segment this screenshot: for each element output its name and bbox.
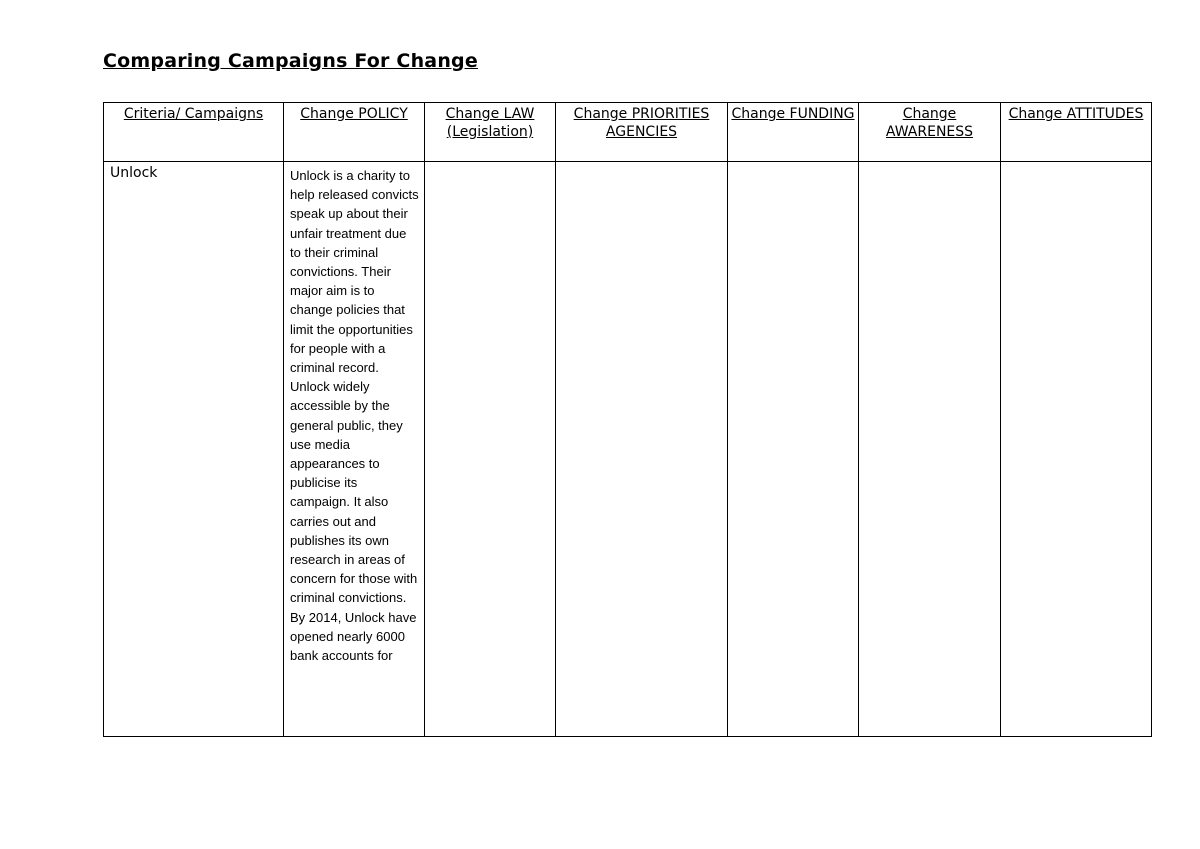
header-change-awareness: Change AWARENESS [859, 103, 1001, 162]
header-change-priorities-agencies: Change PRIORITIES AGENCIES [556, 103, 728, 162]
priorities-cell [556, 162, 728, 737]
funding-cell [728, 162, 859, 737]
comparison-table [103, 102, 1152, 737]
header-change-funding: Change FUNDING [728, 103, 859, 162]
campaign-name-cell: Unlock [104, 162, 284, 737]
header-criteria-campaigns: Criteria/ Campaigns [104, 103, 284, 162]
law-cell [425, 162, 556, 737]
header-change-attitudes: Change ATTITUDES [1001, 103, 1152, 162]
header-change-policy: Change POLICY [284, 103, 425, 162]
header-change-law: Change LAW (Legislation) [425, 103, 556, 162]
awareness-cell [859, 162, 1001, 737]
table-row [104, 162, 1152, 737]
attitudes-cell [1001, 162, 1152, 737]
document-title: Comparing Campaigns For Change [103, 50, 478, 72]
policy-cell [284, 162, 425, 737]
table-header-row [104, 103, 1152, 162]
policy-description: Unlock is a charity to help released convicts speak up about their unfair treatment due to their criminal convictions. Their major aim is to change policies that limit the opportunities for people with a criminal record. Unlock widely accessible by the general public, they use media appearances to publicise its campaign. It also carries out and publishes its own research in areas of concern for those with criminal convictions. By 2014, Unlock have opened nearly 6000 bank accounts for [290, 168, 419, 664]
